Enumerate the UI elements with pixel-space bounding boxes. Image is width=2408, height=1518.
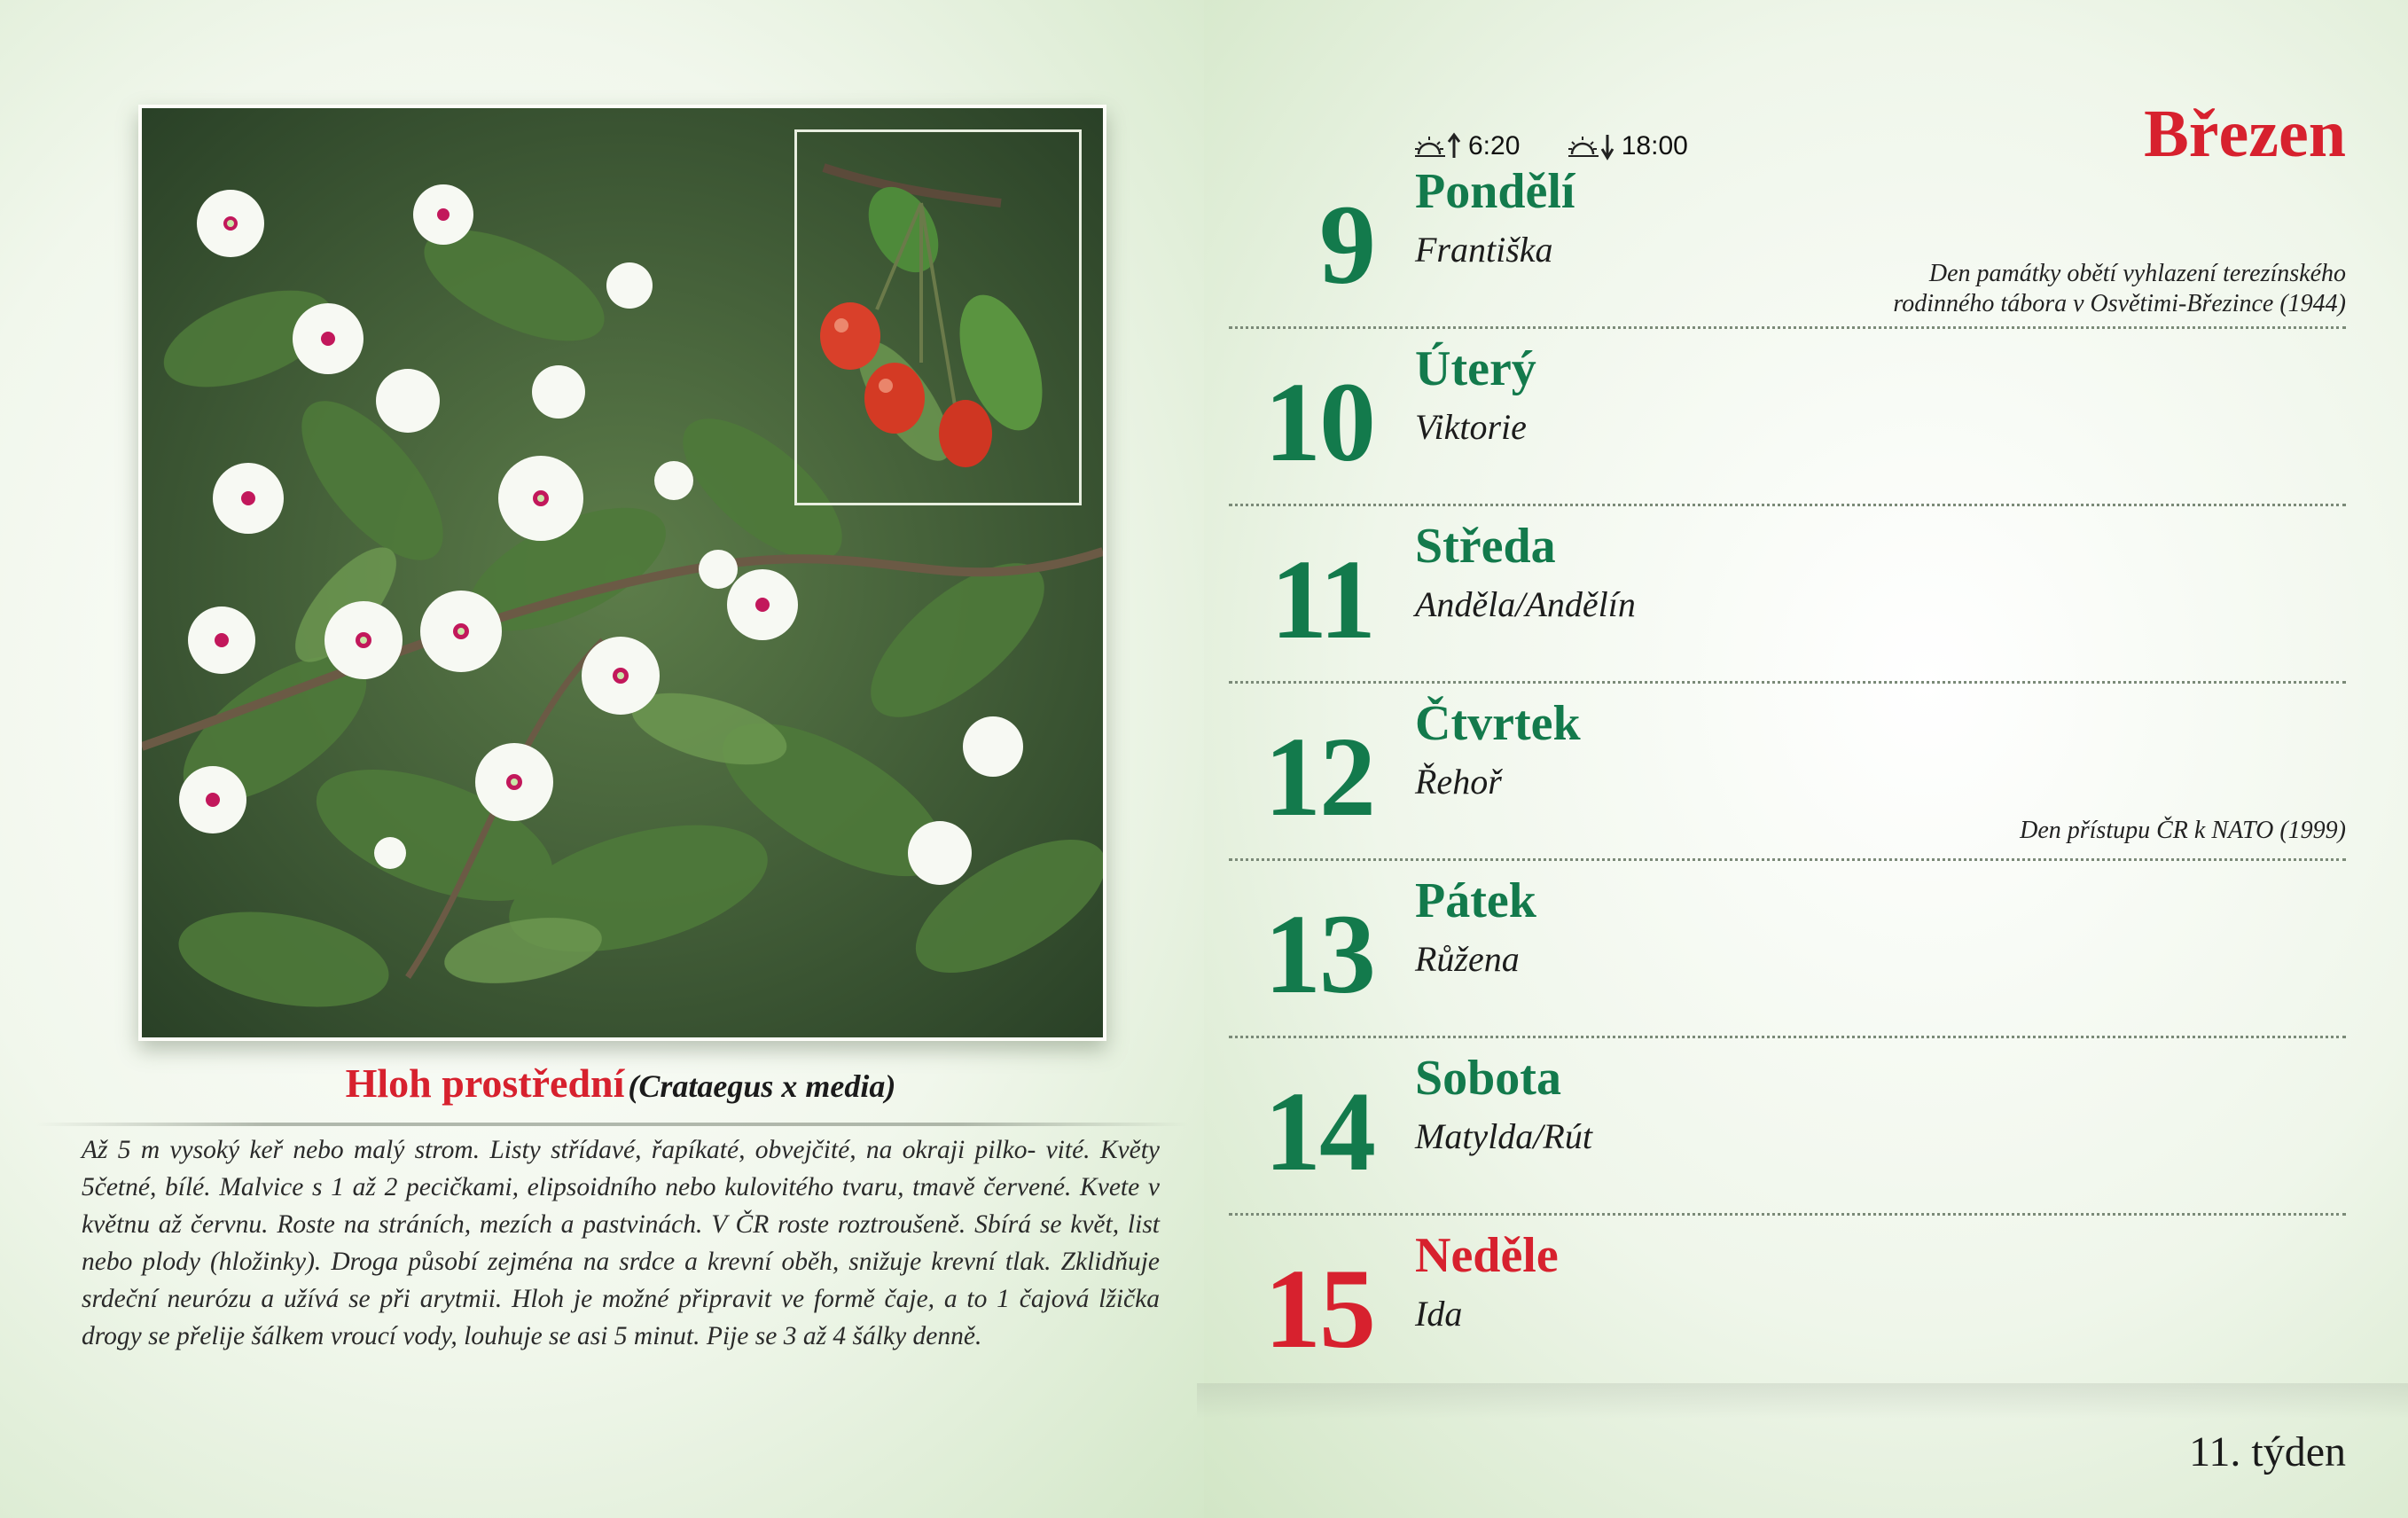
day-note-line: rodinného tábora v Osvětimi-Březince (1944) [1893,290,2346,317]
day-row-10 [1229,326,2346,506]
hawthorn-berries-icon [797,132,1079,503]
day-number: 9 [1319,182,1374,308]
nameday: Řehoř [1415,762,1502,802]
day-number: 10 [1264,359,1374,485]
day-number: 11 [1270,536,1374,662]
weekday: Pátek [1415,873,1536,928]
nameday: Růžena [1415,939,1520,979]
day-row-14 [1229,1036,2346,1216]
weekday: Úterý [1415,341,1536,396]
day-row-15 [1229,1213,2346,1390]
month-title: Březen [2144,97,2346,171]
plant-description: Až 5 m vysoký keř nebo malý strom. Listy střídavé, řapíkaté, obvejčité, na okraji pilko- vité. Květy 5četné, bílé. Malvice s 1 až 2 pecičkami, elipsoidního nebo kulovitého tvaru, tmavě červené. Kvete v květnu až červnu. Roste na stráních, mezích a pastvinách. V ČR roste roztroušeně. Sbírá se květ, list nebo plody (hložinky). Droga působí zejména na srdce a krevní oběh, snižuje krevní tlak. Zklidňuje srdeční neurózu a užívá se při arytmii. Hloh je možné připravit ve formě čaje, a to 1 čajová lžička drogy se přelije šálkem vroucí vody, louhuje se asi 5 minut. Pije se 3 až 4 šálky denně. [82,1136,1160,1350]
day-note [2020,816,2346,846]
weekday: Pondělí [1415,164,1575,219]
weekday: Sobota [1415,1051,1561,1106]
weekday: Středa [1415,519,1556,574]
nameday: Matylda/Rút [1415,1116,1592,1156]
nameday: Anděla/Andělín [1415,584,1636,624]
day-note-line: Den přístupu ČR k NATO (1999) [2020,817,2346,844]
weekday: Čtvrtek [1415,696,1581,751]
nameday: Františka [1415,230,1553,270]
day-number: 12 [1264,714,1374,840]
plant-title [0,1060,1241,1107]
day-note-line: Den památky obětí vyhlazení terezínského [1928,260,2346,287]
title-divider [35,1123,1188,1126]
page-bottom-shadow [1197,1383,2408,1419]
day-row-9 [1229,149,2346,329]
berry-inset [794,129,1082,505]
plant-name: Hloh prostřední [345,1060,625,1106]
weekday: Neděle [1415,1228,1559,1283]
day-note [1893,259,2346,319]
sunset-time: 18:00 [1621,131,1688,160]
nameday: Viktorie [1415,407,1527,447]
week-number: 11. týden [2189,1428,2346,1475]
day-number: 13 [1264,891,1374,1017]
crescent-moon-icon [1601,534,1631,573]
nameday: Ida [1415,1294,1463,1334]
sunrise-time: 6:20 [1468,131,1521,160]
day-row-12 [1229,681,2346,861]
hawthorn-illustration [138,105,1106,1041]
plant-latin-name: (Crataegus x media) [628,1068,896,1104]
day-number: 14 [1264,1068,1374,1194]
day-row-11 [1229,504,2346,684]
day-row-13 [1229,858,2346,1038]
day-number: 15 [1264,1246,1374,1372]
